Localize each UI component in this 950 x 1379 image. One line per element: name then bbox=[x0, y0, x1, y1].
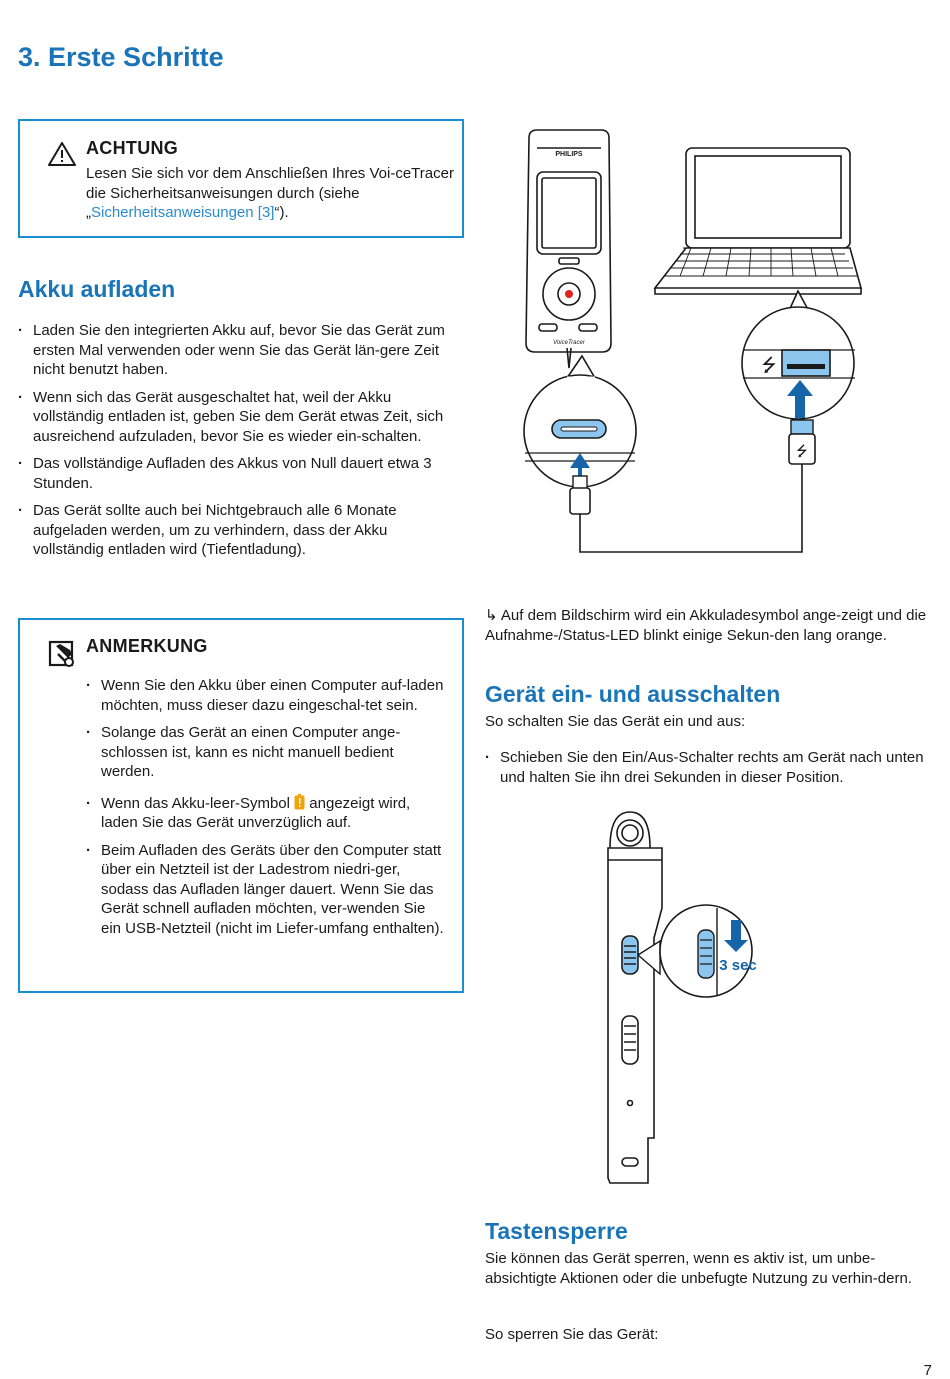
result-text bbox=[485, 606, 935, 645]
caution-text-start: Lesen Sie sich vor dem Anschließen Ihres Voi-ceTracer die Sicherheitsanweisungen durch (siehe „ bbox=[86, 165, 454, 221]
list-item: · Laden Sie den integrierten Akku auf, bevor Sie das Gerät zum ersten Mal verwenden oder wenn Sie das Gerät län-gere Zeit nicht benutzt haben. bbox=[18, 321, 458, 380]
caution-title: ACHTUNG bbox=[86, 138, 179, 158]
svg-text:⭍: ⭍ bbox=[761, 355, 777, 376]
result-arrow-icon: ↳ bbox=[485, 607, 498, 624]
list-item: · Wenn sich das Gerät ausgeschaltet hat, weil der Akku vollständig entladen ist, geben Sie dem Gerät etwas Zeit, sich ausreichend aufzuladen, bevor Sie es wieder ein-schalten. bbox=[18, 388, 458, 447]
list-item: · Solange das Gerät an einen Computer ange-schlossen ist, kann es nicht manuell bedient werden. bbox=[86, 723, 448, 782]
note-text: angezeigt wird, laden Sie das Gerät unverzüglich auf. bbox=[101, 794, 411, 831]
result-message: Auf dem Bildschirm wird ein Akkuladesymbol ange-zeigt und die Aufnahme-/Status-LED blinkt einige Sekun-den lang orange. bbox=[485, 607, 927, 644]
list-item: · Wenn Sie den Akku über einen Computer auf-laden möchten, muss dieser dazu eingeschal-tet sein. bbox=[86, 676, 448, 715]
list-item: · Das Gerät sollte auch bei Nichtgebrauch alle 6 Monate aufgeladen werden, um zu verhindern, dass der Akku vollständig entladen wird (Tiefentladung). bbox=[18, 501, 458, 560]
svg-text:⭍: ⭍ bbox=[796, 444, 808, 460]
lock-intro: Sie können das Gerät sperren, wenn es aktiv ist, um unbe-absichtigte Aktionen oder die unbefugte Nutzung zu verhin-dern. bbox=[485, 1250, 912, 1287]
safety-link[interactable]: Sicherheitsanweisungen [3] bbox=[91, 204, 275, 221]
power-switch-illustration bbox=[600, 808, 770, 1188]
akku-list bbox=[18, 321, 458, 568]
recorder-device bbox=[526, 130, 611, 368]
note-title: ANMERKUNG bbox=[86, 636, 208, 656]
charging-illustration bbox=[515, 128, 870, 558]
list-item bbox=[86, 794, 448, 833]
recorder-brand: PHILIPS bbox=[555, 151, 583, 158]
page-title: 3. Erste Schritte bbox=[18, 42, 224, 72]
note-box bbox=[18, 618, 464, 993]
warning-icon bbox=[47, 141, 77, 167]
caution-text bbox=[86, 164, 458, 223]
laptop bbox=[655, 148, 861, 294]
section-heading-power: Gerät ein- und ausschalten bbox=[485, 681, 781, 707]
list-item: · Schieben Sie den Ein/Aus-Schalter rechts am Gerät nach unten und halten Sie ihn drei Sekunden in dieser Position. bbox=[485, 748, 935, 787]
list-item: · Beim Aufladen des Geräts über den Computer statt über ein Netzteil ist der Ladestrom niedri-ger, sodass das Aufladen länger dauert. Wenn Sie das Gerät schnell aufladen möchten, ver-wenden Sie ein USB-Netzteil (nicht im Liefer-umfang enthalten). bbox=[86, 841, 448, 939]
caution-box bbox=[18, 119, 464, 238]
list-item: · Das vollständige Aufladen des Akkus von Null dauert etwa 3 Stunden. bbox=[18, 454, 458, 493]
hold-duration-label: 3 sec bbox=[719, 957, 757, 974]
note-list bbox=[86, 676, 448, 946]
note-text: Wenn das Akku-leer-Symbol bbox=[101, 794, 295, 812]
page-number: 7 bbox=[923, 1362, 932, 1379]
section-heading-akku: Akku aufladen bbox=[18, 276, 176, 302]
battery-empty-icon bbox=[294, 794, 305, 810]
power-list bbox=[485, 748, 935, 795]
note-icon bbox=[48, 640, 76, 668]
power-intro: So schalten Sie das Gerät ein und aus: bbox=[485, 713, 746, 730]
section-heading-lock: Tastensperre bbox=[485, 1218, 628, 1244]
recorder-model: VoiceTracer bbox=[553, 340, 585, 346]
lock-how: So sperren Sie das Gerät: bbox=[485, 1326, 659, 1343]
caution-text-end: “). bbox=[274, 204, 289, 221]
